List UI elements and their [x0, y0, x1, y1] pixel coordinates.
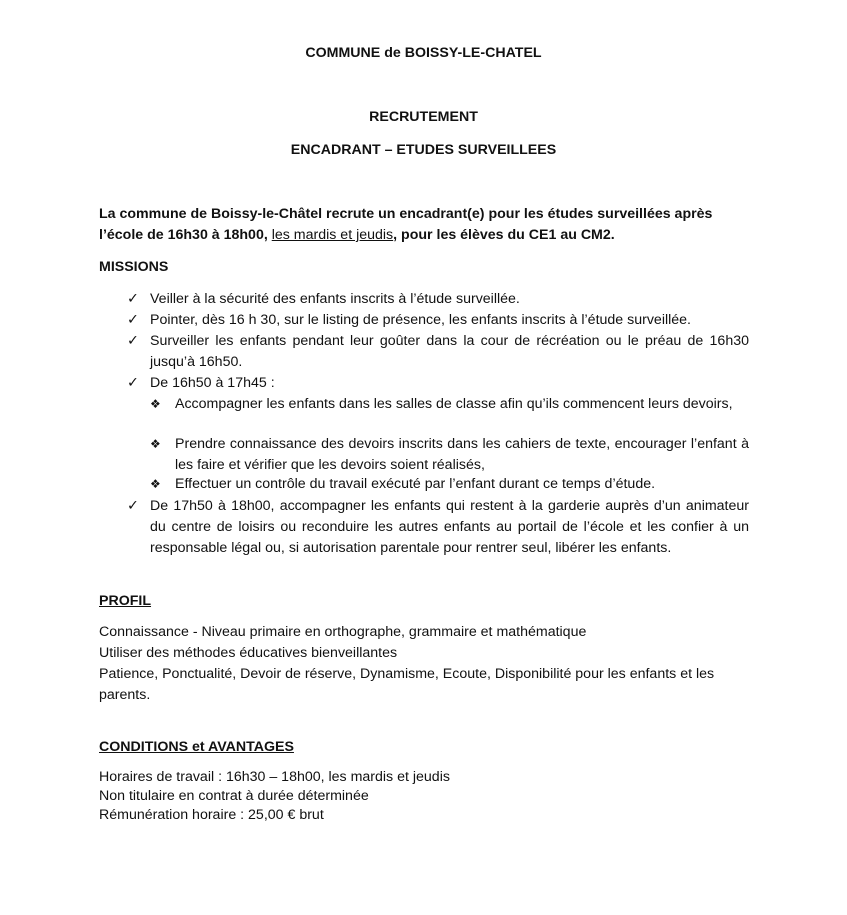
mission-text: De 16h50 à 17h45 :	[150, 375, 275, 391]
conditions-line: Rémunération horaire : 25,00 € brut	[99, 807, 324, 823]
profil-line: Utiliser des méthodes éducatives bienveillantes	[99, 645, 398, 661]
check-icon: ✓	[127, 333, 139, 349]
mission-item	[127, 310, 749, 331]
job-title: ENCADRANT – ETUDES SURVEILLEES	[290, 142, 557, 158]
check-icon: ✓	[127, 291, 139, 307]
mission-text: Pointer, dès 16 h 30, sur le listing de présence, les enfants inscrits à l’étude surveillée.	[150, 312, 692, 328]
check-icon: ✓	[127, 498, 139, 514]
diamond-bullet-icon: ❖	[150, 397, 161, 411]
mission-item	[127, 373, 749, 394]
subitem-text: Accompagner les enfants dans les salles de classe afin qu’ils commencent leurs devoirs,	[175, 396, 733, 412]
mission-item	[127, 289, 749, 310]
profil-line: Patience, Ponctualité, Devoir de réserve, Dynamisme, Ecoute, Disponibilité pour les enfants et les parents.	[99, 666, 715, 703]
missions-heading: MISSIONS	[99, 259, 169, 275]
intro-text-start: La commune de Boissy-le-Châtel recrute un encadrant(e) pour les études surveillées après l’école de 16h30 à 18h00,	[99, 206, 713, 243]
diamond-bullet-icon: ❖	[150, 437, 161, 451]
check-icon: ✓	[127, 312, 139, 328]
intro-paragraph	[99, 204, 749, 246]
mission-text: Surveiller les enfants pendant leur goûter dans la cour de récréation ou le préau de 16h30 jusqu’à 16h50.	[150, 333, 749, 370]
mission-item	[127, 331, 749, 373]
mission-text: De 17h50 à 18h00, accompagner les enfants qui restent à la garderie auprès d’un animateur du centre de loisirs ou reconduire les autres enfants au portail de l’école et les confier à un responsable légal ou, si autorisation parentale pour rentrer seul, libérer les enfants.	[150, 498, 749, 556]
conditions-heading: CONDITIONS et AVANTAGES	[99, 739, 294, 755]
mission-subitem	[150, 394, 749, 415]
subitem-text: Effectuer un contrôle du travail exécuté par l’enfant durant ce temps d’étude.	[175, 476, 656, 492]
intro-text-end: , pour les élèves du CE1 au CM2.	[393, 227, 615, 243]
intro-days: les mardis et jeudis	[271, 227, 394, 243]
conditions-line: Non titulaire en contrat à durée déterminée	[99, 788, 369, 804]
mission-subitem	[150, 474, 749, 495]
profil-heading: PROFIL	[99, 593, 152, 609]
subitem-text: Prendre connaissance des devoirs inscrits dans les cahiers de texte, encourager l’enfant à les faire et vérifier que les devoirs soient réalisés,	[175, 436, 749, 473]
check-icon: ✓	[127, 375, 139, 391]
commune-title: COMMUNE de BOISSY-LE-CHATEL	[305, 45, 542, 61]
mission-item	[127, 496, 749, 559]
mission-subitem	[150, 434, 749, 476]
profil-line: Connaissance - Niveau primaire en orthographe, grammaire et mathématique	[99, 624, 587, 640]
recruitment-heading: RECRUTEMENT	[369, 109, 478, 125]
diamond-bullet-icon: ❖	[150, 477, 161, 491]
conditions-line: Horaires de travail : 16h30 – 18h00, les mardis et jeudis	[99, 769, 450, 785]
mission-text: Veiller à la sécurité des enfants inscrits à l’étude surveillée.	[150, 291, 520, 307]
